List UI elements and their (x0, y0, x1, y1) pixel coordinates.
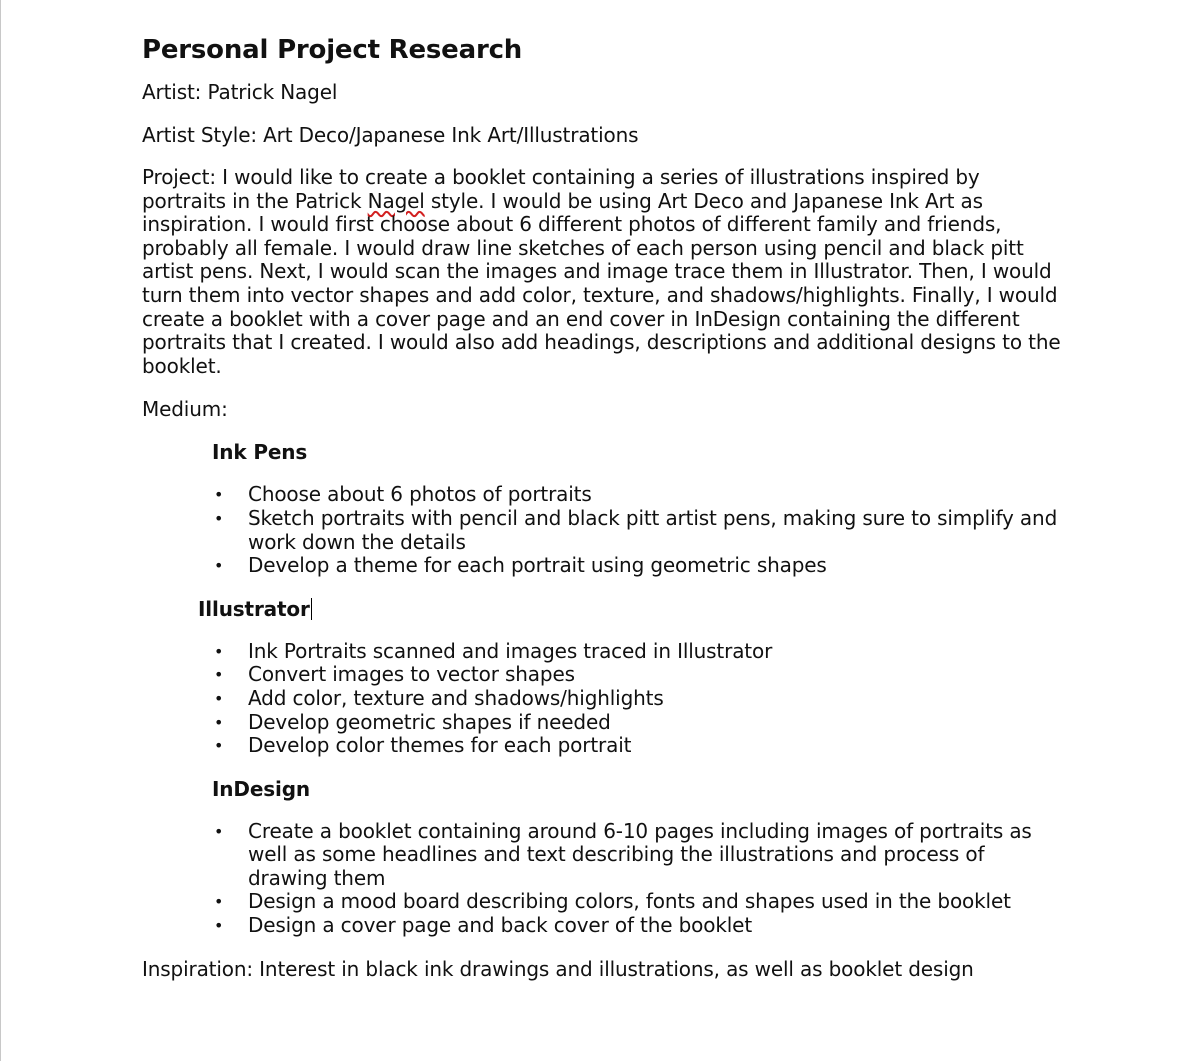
list-item (212, 890, 1062, 914)
artist-style-line: Artist Style: Art Deco/Japanese Ink Art/Illustrations (142, 123, 639, 147)
list-item (212, 507, 1062, 554)
medium-label: Medium: (142, 397, 228, 422)
spellcheck-flagged-word[interactable]: Nagel (367, 188, 425, 213)
section-ink-pens (142, 440, 1062, 937)
list-item (212, 483, 1062, 507)
list-item (212, 820, 1062, 891)
document-page[interactable] (142, 32, 1062, 1000)
list-item (212, 914, 1062, 938)
bullet-icon: • (214, 688, 224, 708)
bullet-icon: • (214, 821, 224, 841)
project-paragraph (142, 166, 1062, 378)
bullet-icon: • (214, 665, 224, 685)
list-item-text: Choose about 6 photos of portraits (248, 482, 592, 507)
bullet-icon: • (214, 892, 224, 912)
list-item-text: Add color, texture and shadows/highlights (248, 685, 664, 710)
list-item-text: Develop geometric shapes if needed (248, 709, 611, 734)
bullet-list-indesign (212, 820, 1062, 938)
list-item (212, 640, 1062, 664)
artist-line: Artist: Patrick Nagel (142, 80, 338, 104)
list-item-text: Develop a theme for each portrait using geometric shapes (248, 553, 827, 578)
bullet-icon: • (214, 556, 224, 576)
list-item-text: Ink Portraits scanned and images traced in Illustrator (248, 638, 773, 663)
list-item (212, 687, 1062, 711)
section-heading-illustrator-text: Illustrator (198, 596, 310, 621)
list-item-text: Convert images to vector shapes (248, 662, 575, 687)
project-text-end: style. I would be using Art Deco and Japanese Ink Art as inspiration. I would first choose about 6 different photos of different family and friends, probably all female. I would draw line sketches of each person using pencil and black pitt artist pens. Next, I would scan the images and image trace them in Illustrator. Then, I would turn them into vector shapes and add color, texture, and shadows/highlights. Finally, I would create a booklet with a cover page and an end cover in InDesign containing the different portraits that I created. I would also add headings, descriptions and additional designs to the booklet. (142, 188, 1061, 378)
list-item-text: Create a booklet containing around 6-10 pages including images of portraits as well as some headlines and text describing the illustrations and process of drawing them (248, 818, 1032, 890)
list-item (212, 554, 1062, 578)
document-title: Personal Project Research (142, 35, 523, 65)
bullet-list-ink-pens (212, 483, 1062, 577)
text-cursor (311, 598, 313, 620)
page-left-border (0, 0, 1, 1061)
section-heading-ink-pens: Ink Pens (212, 440, 308, 465)
section-heading-indesign: InDesign (212, 776, 310, 801)
bullet-icon: • (214, 916, 224, 936)
project-text-start: Project: I would like to create a booklet containing a series of illustrations inspired by portraits in the Patrick (142, 165, 980, 213)
bullet-icon: • (214, 508, 224, 528)
bullet-list-illustrator (212, 640, 1062, 758)
bullet-icon: • (214, 485, 224, 505)
list-item (212, 711, 1062, 735)
section-heading-illustrator (198, 597, 1062, 621)
list-item-text: Develop color themes for each portrait (248, 733, 632, 758)
inspiration-line: Inspiration: Interest in black ink drawings and illustrations, as well as booklet design (142, 956, 974, 981)
list-item (212, 663, 1062, 687)
list-item-text: Design a mood board describing colors, fonts and shapes used in the booklet (248, 889, 1011, 914)
list-item-text: Sketch portraits with pencil and black pitt artist pens, making sure to simplify and work down the details (248, 505, 1058, 554)
list-item (212, 734, 1062, 758)
bullet-icon: • (214, 641, 224, 661)
list-item-text: Design a cover page and back cover of the booklet (248, 913, 753, 938)
bullet-icon: • (214, 712, 224, 732)
bullet-icon: • (214, 736, 224, 756)
